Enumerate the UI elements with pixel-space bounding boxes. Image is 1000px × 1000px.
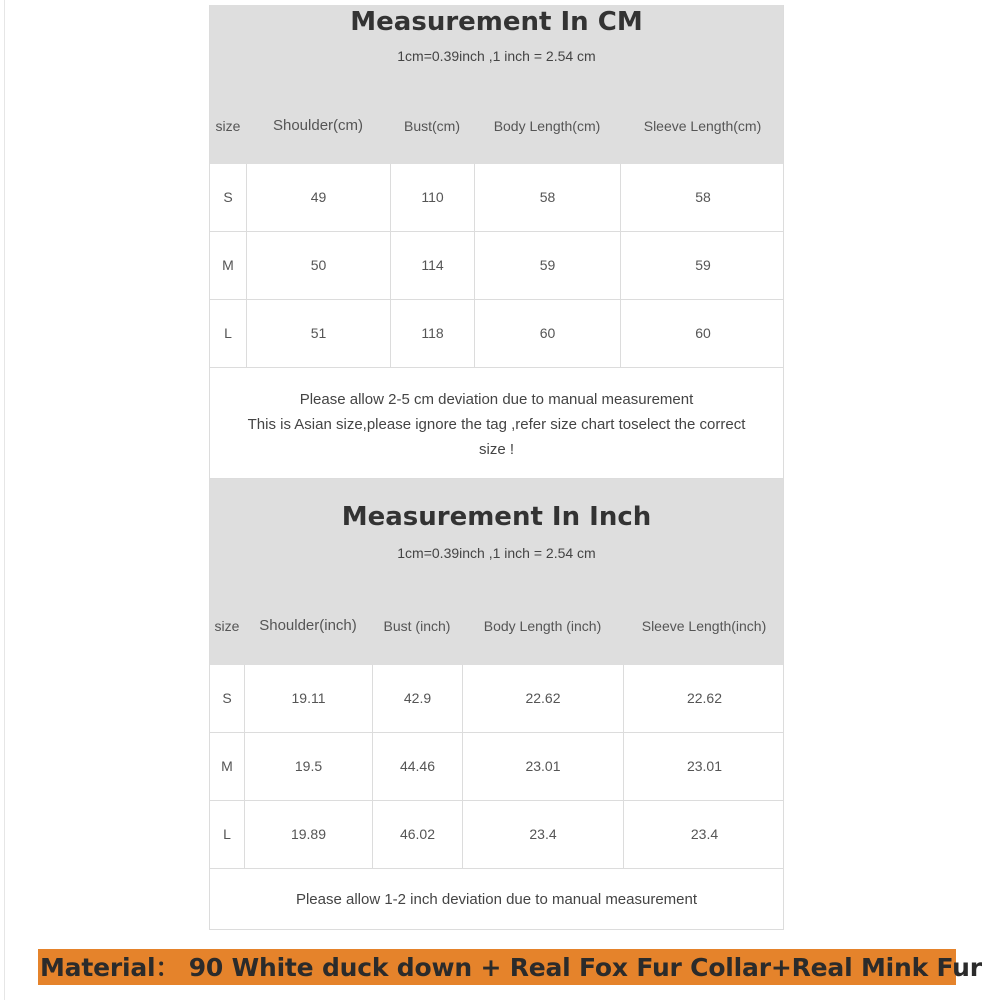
inch-cell-size: M xyxy=(221,758,233,774)
cm-header-sleeve-length: Sleeve Length(cm) xyxy=(643,118,762,134)
inch-cell-shoulder: 19.5 xyxy=(244,733,372,800)
inch-cell-bust: 42.9 xyxy=(372,665,462,732)
inch-cell-shoulder: 19.11 xyxy=(244,665,372,732)
inch-cell-body-length: 22.62 xyxy=(462,665,623,732)
cm-note-line-3: size ! xyxy=(478,441,514,458)
cm-cell-size: M xyxy=(222,257,234,273)
inch-cell-body-length: 23.01 xyxy=(462,733,623,800)
cm-cell-size: S xyxy=(223,189,233,205)
page-edge-line xyxy=(4,0,5,1000)
material-banner xyxy=(38,949,982,985)
cm-note-line-2: This is Asian size,please ignore the tag ,refer size chart toselect the correct xyxy=(247,416,746,433)
cm-row-m xyxy=(210,232,783,300)
cm-cell-size: L xyxy=(224,325,232,341)
cm-cell-body-length: 60 xyxy=(474,300,620,367)
cm-note-line-1: Please allow 2-5 cm deviation due to manual measurement xyxy=(299,391,694,408)
cm-cell-bust: 110 xyxy=(390,164,474,231)
inch-header-size: size xyxy=(214,618,240,634)
inch-header-shoulder: Shoulder(inch) xyxy=(259,617,357,634)
inch-cell-shoulder: 19.89 xyxy=(244,801,372,868)
material-text: Material： 90 White duck down + Real Fox Fur Collar+Real Mink Fur xyxy=(40,953,982,982)
cm-cell-sleeve-length: 59 xyxy=(620,232,785,299)
inch-cell-sleeve-length: 23.4 xyxy=(623,801,785,868)
inch-cell-bust: 44.46 xyxy=(372,733,462,800)
cm-chart-header xyxy=(210,5,783,164)
inch-deviation-note: Please allow 1-2 inch deviation due to manual measurement xyxy=(295,891,698,908)
cm-header-body-length: Body Length(cm) xyxy=(493,118,601,134)
cm-row-s xyxy=(210,164,783,232)
cm-conversion-note: 1cm=0.39inch ,1 inch = 2.54 cm xyxy=(397,48,596,64)
inch-cell-body-length: 23.4 xyxy=(462,801,623,868)
cm-cell-shoulder: 51 xyxy=(246,300,390,367)
cm-cell-shoulder: 50 xyxy=(246,232,390,299)
cm-cell-bust: 114 xyxy=(390,232,474,299)
inch-row-s xyxy=(210,665,783,733)
inch-chart-title: Measurement In Inch xyxy=(341,502,652,532)
cm-chart-title: Measurement In CM xyxy=(350,7,643,37)
cm-cell-sleeve-length: 58 xyxy=(620,164,785,231)
cm-cell-shoulder: 49 xyxy=(246,164,390,231)
inch-cell-size: S xyxy=(222,690,232,706)
cm-cell-body-length: 59 xyxy=(474,232,620,299)
inch-cell-sleeve-length: 23.01 xyxy=(623,733,785,800)
inch-cell-bust: 46.02 xyxy=(372,801,462,868)
size-chart-inch xyxy=(209,479,784,930)
inch-header-sleeve-length: Sleeve Length(inch) xyxy=(641,618,767,634)
cm-header-bust: Bust(cm) xyxy=(404,118,460,134)
cm-cell-sleeve-length: 60 xyxy=(620,300,785,367)
cm-header-shoulder: Shoulder(cm) xyxy=(272,117,364,134)
inch-cell-sleeve-length: 22.62 xyxy=(623,665,785,732)
inch-header-body-length: Body Length (inch) xyxy=(483,618,602,634)
inch-cell-size: L xyxy=(223,826,231,842)
inch-row-m xyxy=(210,733,783,801)
size-chart-cm xyxy=(209,5,784,479)
cm-cell-body-length: 58 xyxy=(474,164,620,231)
cm-cell-bust: 118 xyxy=(390,300,474,367)
cm-header-size: size xyxy=(215,118,241,134)
inch-chart-header xyxy=(210,479,783,665)
cm-deviation-note xyxy=(210,387,783,462)
cm-row-l xyxy=(210,300,783,368)
inch-header-bust: Bust (inch) xyxy=(383,618,451,634)
inch-conversion-note: 1cm=0.39inch ,1 inch = 2.54 cm xyxy=(397,545,596,561)
inch-row-l xyxy=(210,801,783,869)
